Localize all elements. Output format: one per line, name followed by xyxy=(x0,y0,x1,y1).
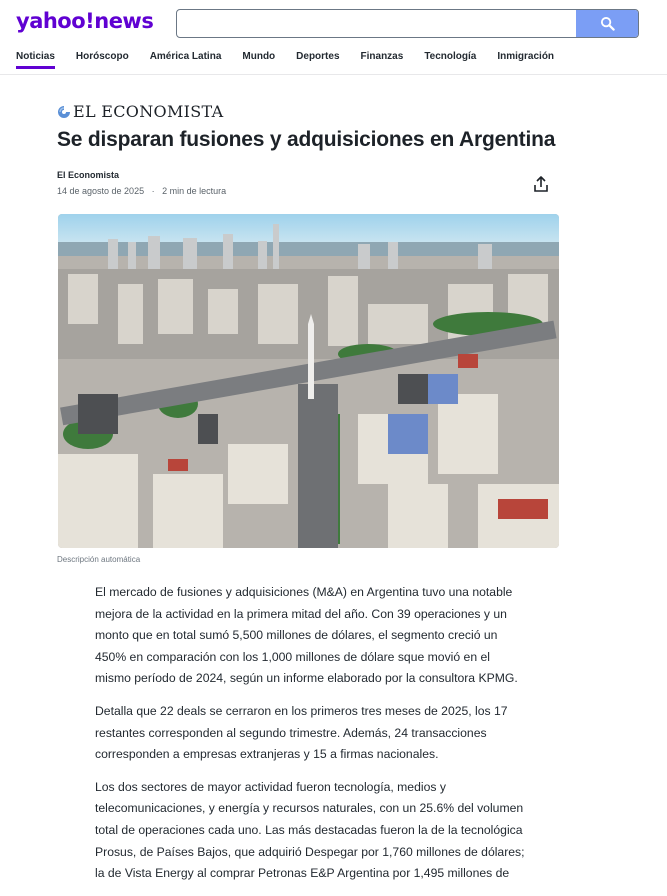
article-photo[interactable] xyxy=(58,214,559,548)
article-paragraph: Los dos sectores de mayor actividad fueron tecnología, medios y telecomunicaciones, y energía y recursos naturales, con un 25.6% del volumen total de operaciones cada uno. Las más destacadas fueron la de la tecnológica Prosus, de Países Bajos, que adquirió Despegar por 1,760 millones de dólares; la de Vista Energy al comprar Petronas E&P Argentina por 1,495 millones de xyxy=(95,779,525,881)
aerial-city-image xyxy=(58,214,559,548)
article-meta xyxy=(57,186,226,196)
search-icon xyxy=(600,16,615,31)
nav-item-inmigracion[interactable]: Inmigración xyxy=(497,51,555,62)
source-logo-text: EL ECONOMISTA xyxy=(73,102,224,121)
image-caption: Descripción automática xyxy=(57,555,141,564)
article-headline: Se disparan fusiones y adquisiciones en Argentina xyxy=(57,128,556,151)
nav-item-horoscopo[interactable]: Horóscopo xyxy=(75,51,129,62)
search-button[interactable] xyxy=(576,10,638,37)
article-paragraph: Detalla que 22 deals se cerraron en los primeros tres meses de 2025, los 17 restantes corresponden al segundo trimestre. Además, 24 transacciones corresponden a empresas extranjeras y 15 a firmas nacionales. xyxy=(95,703,508,762)
article-paragraph: El mercado de fusiones y adquisiciones (M&A) en Argentina tuvo una notable mejora de la actividad en la primera mitad del año. Con 39 operaciones y un monto que en total sumó 5,500 millones de dólares, el segmento creció un 450% en comparación con los 1,000 millones de dólare sque movió en el mismo período de 2024, según un informe elaborado por la consultora KPMG. xyxy=(95,585,518,686)
search-input[interactable] xyxy=(177,10,593,37)
category-nav xyxy=(16,51,575,69)
header-divider xyxy=(0,74,667,75)
nav-item-deportes[interactable]: Deportes xyxy=(296,51,340,62)
article-author[interactable]: El Economista xyxy=(57,170,120,180)
nav-item-noticias[interactable]: Noticias xyxy=(16,51,55,69)
meta-separator: · xyxy=(151,186,155,196)
search-box[interactable] xyxy=(176,9,639,38)
article-body xyxy=(95,582,525,896)
top-bar xyxy=(0,0,667,46)
article-date: 14 de agosto de 2025 xyxy=(57,186,145,196)
el-economista-mark-icon xyxy=(57,105,71,119)
share-icon[interactable] xyxy=(532,175,550,193)
nav-item-america-latina[interactable]: América Latina xyxy=(149,51,222,62)
nav-item-finanzas[interactable]: Finanzas xyxy=(360,51,404,62)
article-read-time: 2 min de lectura xyxy=(162,186,227,196)
nav-item-mundo[interactable]: Mundo xyxy=(242,51,276,62)
nav-item-tecnologia[interactable]: Tecnología xyxy=(424,51,477,62)
yahoo-news-logo[interactable]: yahoo!news xyxy=(16,9,154,33)
source-logo[interactable] xyxy=(57,102,223,121)
